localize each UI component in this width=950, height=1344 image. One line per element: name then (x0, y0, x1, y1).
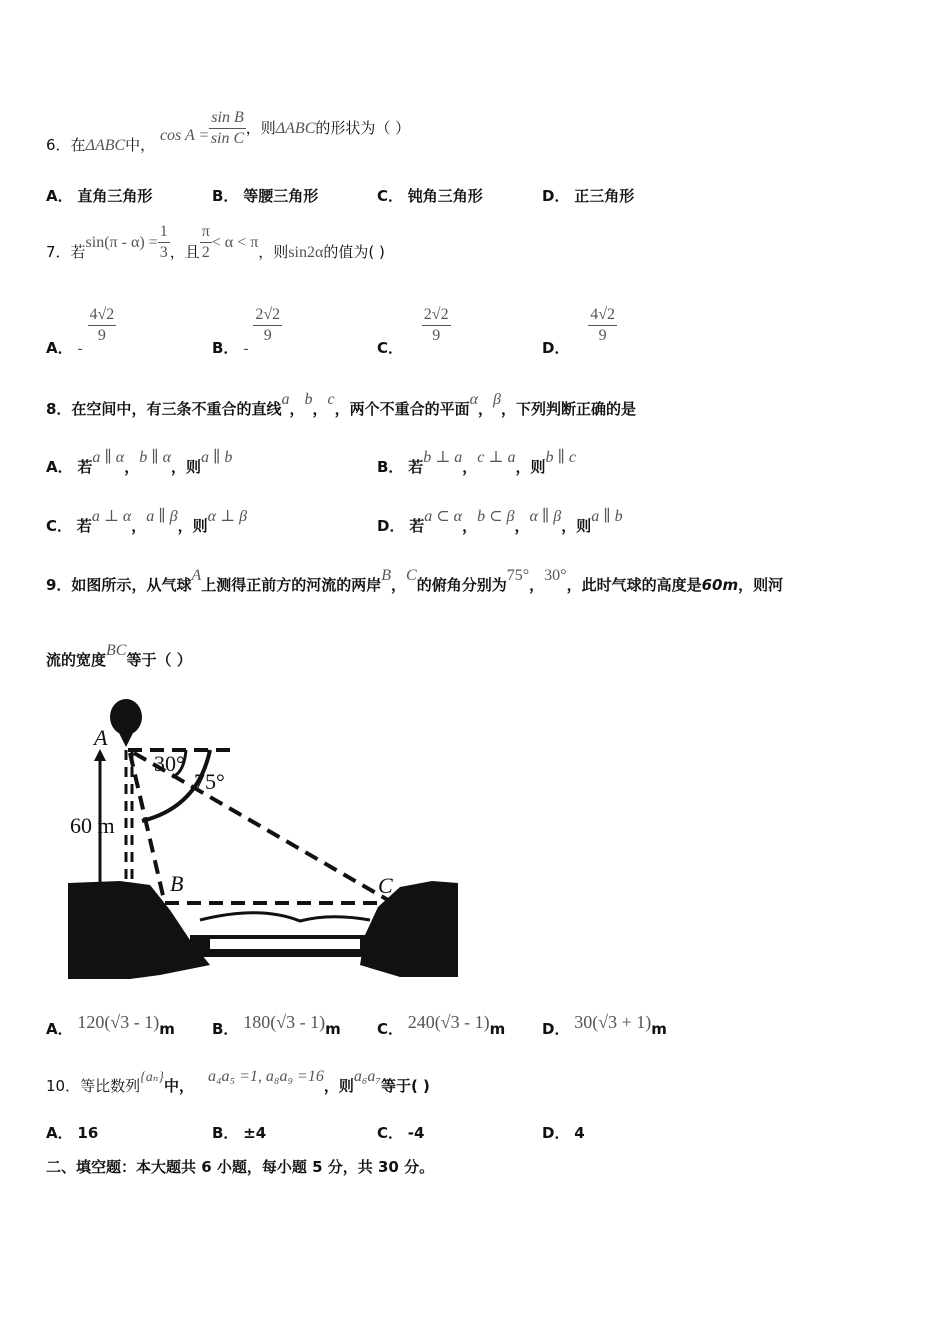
q10-then: ，则 (323, 1077, 354, 1095)
option-text: 正三角形 (574, 187, 635, 205)
option-label: B． (212, 187, 239, 205)
option-result: b ∥ c (545, 449, 576, 466)
option-label: B． (212, 1020, 239, 1038)
q7-and: ，且 (169, 243, 200, 261)
q10-target: a₆a₇ (353, 1068, 381, 1085)
option-premise-2: a ∥ β (146, 508, 178, 525)
q10-sequence: {aₙ} (140, 1070, 164, 1085)
q6-stem (46, 108, 410, 158)
q6-tail: 的形状为（ ） (315, 119, 411, 137)
river-water (210, 939, 360, 949)
q9-option-a[interactable] (46, 1012, 175, 1038)
option-num: 4√2 (588, 305, 617, 326)
q9-point-c: C (406, 567, 417, 584)
option-label: D． (542, 1124, 570, 1142)
option-label: A． (46, 187, 73, 205)
option-then: ，则 (171, 458, 202, 476)
q9-option-d[interactable] (542, 1012, 667, 1038)
option-label: B． (377, 458, 404, 476)
q9-option-b[interactable] (212, 1012, 341, 1038)
q6-option-a[interactable] (46, 186, 152, 206)
option-then: ，则 (177, 517, 208, 535)
option-result: a ∥ b (591, 508, 623, 525)
q10-prefix: 10．等比数列 (46, 1077, 141, 1095)
q8-line-c: c (327, 391, 335, 408)
section-2-heading: 二、填空题：本大题共 6 小题，每小题 5 分，共 30 分。 (46, 1158, 435, 1176)
option-label: C． (377, 1020, 404, 1038)
q6-frac-num: sin B (209, 108, 245, 129)
q8-line-a: a (281, 391, 290, 408)
option-sign: - (243, 339, 249, 357)
option-num: 4√2 (88, 305, 117, 326)
q9-option-c[interactable] (377, 1012, 506, 1038)
q6-mid: 中， (125, 136, 156, 154)
q9-stem-a: 9．如图所示，从气球 (46, 576, 192, 594)
option-premise-2: c ⊥ a (477, 449, 516, 466)
option-text: 直角三角形 (77, 187, 153, 205)
option-label: B． (212, 338, 239, 357)
q8-option-c[interactable] (46, 508, 248, 537)
q9-stem-d: ，此时气球的高度是 (566, 576, 702, 594)
option-den: 9 (432, 327, 441, 344)
option-expr: 180(√3 - 1) (243, 1012, 326, 1032)
q8-option-d[interactable] (377, 508, 623, 537)
q8-option-b[interactable] (377, 449, 576, 478)
option-label: A． (46, 1124, 73, 1142)
q6-option-d[interactable] (542, 186, 634, 206)
figure-label-c: C (378, 873, 393, 898)
option-unit: m (489, 1020, 506, 1038)
figure-angle-30: 30° (154, 751, 185, 776)
option-text: 16 (77, 1124, 99, 1142)
q7-option-a[interactable] (46, 305, 116, 357)
q8-stem-b: ，两个不重合的平面 (334, 400, 470, 418)
option-den: 9 (598, 327, 607, 344)
option-premise-3: α ∥ β (529, 508, 562, 525)
q8-line-b: b (304, 391, 313, 408)
option-premise-1: a ⊥ α (91, 508, 132, 525)
option-expr: 240(√3 - 1) (407, 1012, 490, 1032)
option-num: 2√2 (422, 305, 451, 326)
option-den: 9 (263, 327, 272, 344)
option-premise-1: a ⊂ α (424, 508, 463, 525)
q10-mid: 中， (163, 1077, 194, 1095)
option-den: 9 (97, 327, 106, 344)
q7-fraction (158, 222, 170, 263)
option-sign: - (77, 339, 83, 357)
option-label: D． (377, 517, 405, 535)
option-fraction (253, 305, 282, 346)
option-label: D． (542, 338, 570, 357)
q9-angle-30: 30° (544, 567, 567, 584)
q10-option-a[interactable] (46, 1123, 98, 1143)
q7-option-b[interactable] (212, 305, 282, 357)
option-text: 4 (574, 1124, 585, 1142)
option-premise-1: b ⊥ a (423, 449, 463, 466)
option-label: C． (377, 1124, 404, 1142)
q10-condition: a₄a₅ =1, a₈a₉ =16 (207, 1068, 324, 1085)
q8-comma: ， (312, 400, 328, 418)
q8-stem-a: 8．在空间中，有三条不重合的直线 (46, 400, 282, 418)
q6-option-b[interactable] (212, 186, 318, 206)
q8-comma: ， (478, 400, 494, 418)
option-num: 2√2 (253, 305, 282, 326)
q6-frac-den: sin C (210, 130, 245, 147)
option-text: 钝角三角形 (407, 187, 483, 205)
q7-option-c[interactable] (377, 305, 451, 357)
q7-sin-expr: sin(π - α) = (85, 234, 158, 251)
option-label: D． (542, 187, 570, 205)
q9-bc: BC (106, 642, 127, 659)
figure-label-a: A (94, 725, 108, 750)
option-fraction (422, 305, 451, 346)
q10-option-d[interactable] (542, 1123, 585, 1143)
q6-suffix: ，则 (245, 119, 276, 137)
q6-fraction (209, 108, 245, 149)
option-comma: ， (514, 517, 530, 535)
option-label: A． (46, 338, 73, 357)
q9-point-b: B (381, 567, 392, 584)
q7-tail: 的值为( ) (323, 243, 385, 261)
option-expr: 120(√3 - 1) (77, 1012, 160, 1032)
q7-pi-num: π (200, 222, 212, 243)
option-if: 若 (76, 517, 92, 535)
balloon-neck (118, 731, 134, 747)
q6-triangle: ΔABC (85, 137, 126, 154)
right-bank (360, 881, 458, 977)
option-label: A． (46, 458, 73, 476)
q9-line2a: 流的宽度 (46, 651, 107, 669)
q7-stem (46, 222, 385, 263)
q8-plane-alpha: α (469, 391, 479, 408)
q7-option-d[interactable] (542, 305, 617, 357)
q10-option-b[interactable] (212, 1123, 266, 1143)
q9-stem-line1: 9．如图所示，从气球A上测得正前方的河流的两岸B，C的俯角分别为75°，30°，此时气球的高度是60m，则河 (46, 567, 784, 594)
option-if: 若 (408, 458, 424, 476)
option-comma: ， (462, 517, 478, 535)
option-text: -4 (407, 1124, 425, 1142)
option-comma: ， (131, 517, 147, 535)
q7-pi-den: 2 (201, 244, 210, 261)
q8-comma: ， (289, 400, 305, 418)
option-then: ，则 (515, 458, 546, 476)
q10-tail: 等于( ) (380, 1077, 430, 1095)
balloon-icon (110, 699, 142, 735)
q7-pi-fraction (200, 222, 212, 263)
figure-label-b: B (170, 871, 184, 896)
q6-cos: cos A = (159, 127, 210, 144)
q6-triangle2: ΔABC (275, 120, 316, 137)
q8-stem (46, 391, 637, 420)
option-premise-2: b ⊂ β (477, 508, 515, 525)
option-if: 若 (77, 458, 93, 476)
q10-stem (46, 1068, 430, 1098)
option-label: C． (46, 517, 73, 535)
q8-stem-c: ，下列判断正确的是 (501, 400, 637, 418)
q9-point-a: A (191, 567, 202, 584)
q7-then: ，则 (258, 243, 289, 261)
q9-figure (60, 695, 465, 985)
figure-angle-75: 75° (194, 769, 225, 794)
q9-stem-c: 的俯角分别为 (416, 576, 507, 594)
option-comma: ， (124, 458, 140, 476)
option-result: α ⊥ β (207, 508, 248, 525)
q9-stem-b: 上测得正前方的河流的两岸 (201, 576, 382, 594)
option-label: B． (212, 1124, 239, 1142)
q9-line2b: 等于（ ） (126, 651, 192, 669)
option-label: C． (377, 187, 404, 205)
q6-prefix: 6．在 (46, 136, 86, 154)
q10-option-c[interactable] (377, 1123, 424, 1143)
option-fraction (88, 305, 117, 346)
q7-prefix: 7．若 (46, 243, 86, 261)
q7-frac-num: 1 (158, 222, 170, 243)
river-surface (200, 913, 370, 921)
option-premise-2: b ∥ α (139, 449, 172, 466)
height-arrow-icon (94, 749, 106, 761)
q7-frac-den: 3 (159, 244, 168, 261)
option-comma: ， (462, 458, 478, 476)
q7-ineq: < α < π (211, 234, 259, 251)
option-text: 等腰三角形 (243, 187, 319, 205)
left-bank (68, 881, 210, 979)
option-label: D． (542, 1020, 570, 1038)
q8-option-a[interactable] (46, 449, 233, 478)
option-expr: 30(√3 + 1) (574, 1012, 652, 1032)
q9-angle-75: 75° (506, 567, 530, 584)
option-unit: m (325, 1020, 341, 1038)
q8-plane-beta: β (493, 391, 501, 408)
option-text: ±4 (243, 1124, 267, 1142)
option-if: 若 (409, 517, 425, 535)
option-label: A． (46, 1020, 73, 1038)
option-label: C． (377, 338, 404, 357)
option-then: ，则 (561, 517, 592, 535)
q9-stem-e: ，则河 (738, 576, 784, 594)
option-unit: m (651, 1020, 667, 1038)
q6-option-c[interactable] (377, 186, 483, 206)
q7-target: sin2α (288, 244, 324, 261)
figure-height: 60 m (70, 813, 115, 838)
option-fraction (588, 305, 617, 346)
option-unit: m (159, 1020, 175, 1038)
q9-stem-line2 (46, 642, 192, 671)
q9-height: 60m (701, 576, 739, 594)
option-result: a ∥ b (201, 449, 233, 466)
option-premise-1: a ∥ α (92, 449, 125, 466)
